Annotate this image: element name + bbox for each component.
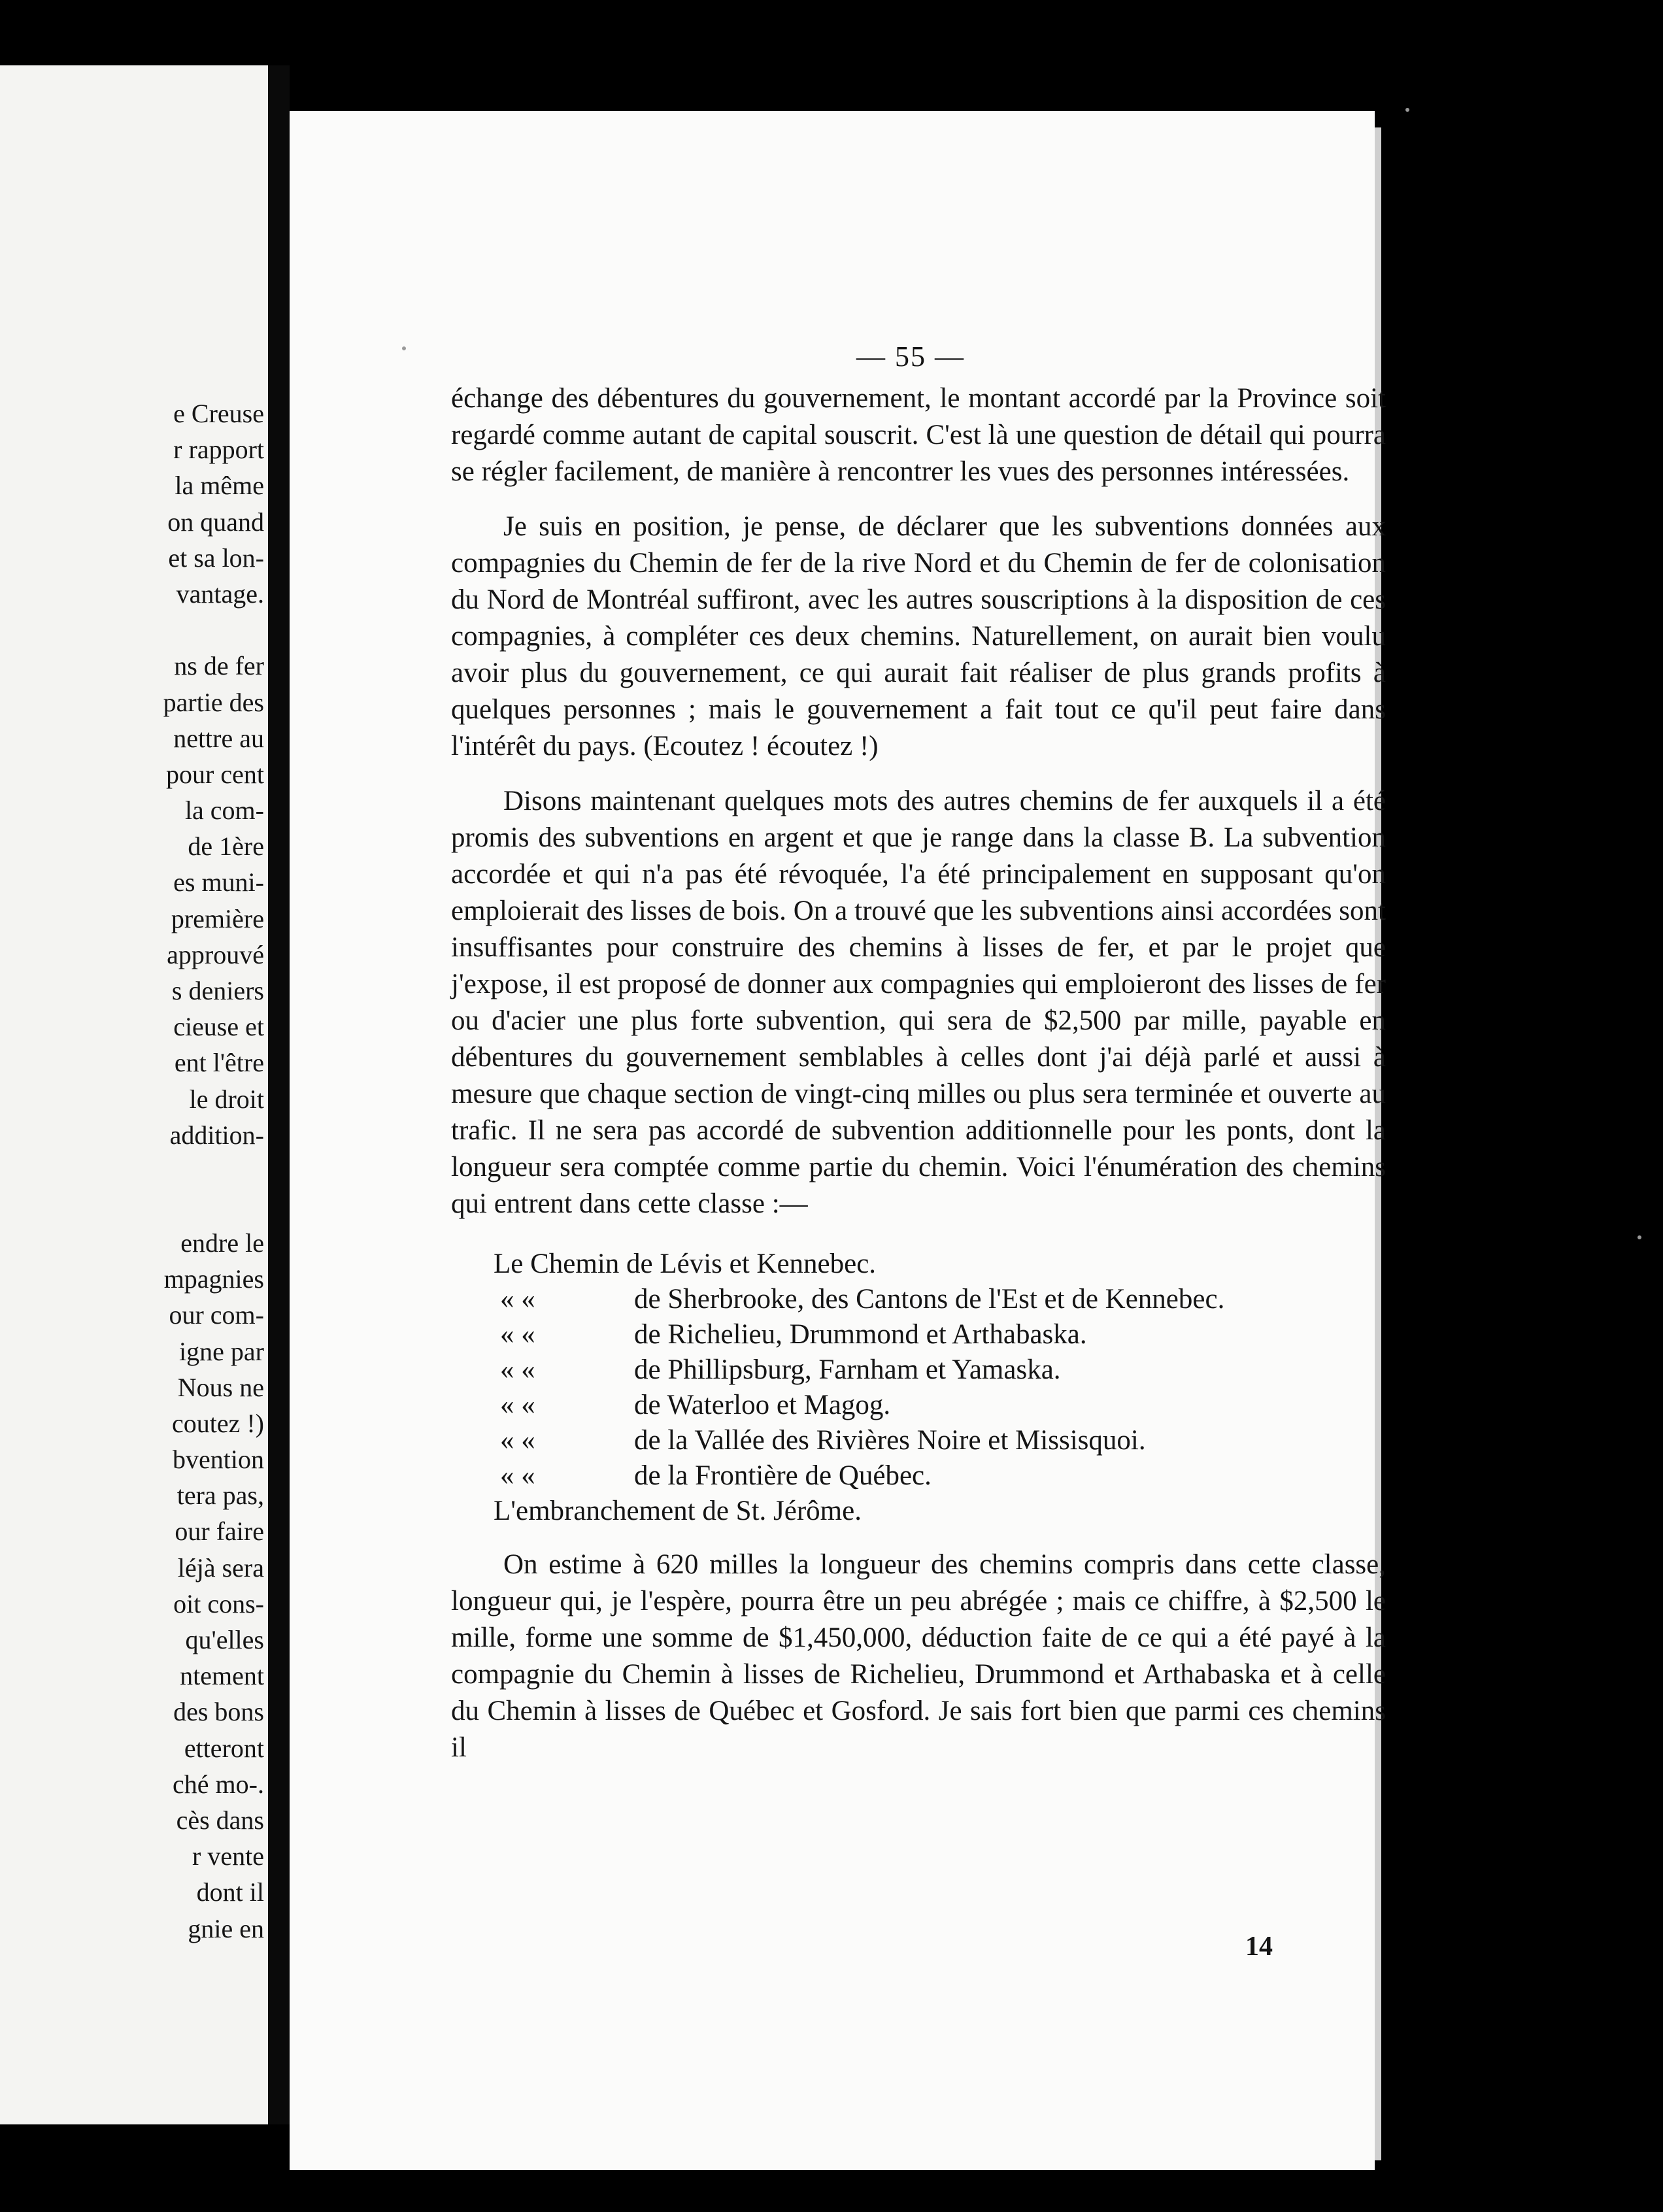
list-item	[451, 1387, 1386, 1422]
paragraph: On estime à 620 milles la longueur des chemins compris dans cette classe, longueur qui, je l'espère, pourra être un peu abrégée ; mais ce chiffre, à $2,500 le mille, forme une somme de $1,450,000, déduction faite de ce qui a été payé à la compagnie du Chemin à lisses de Richelieu, Drummond et Arthabaska et à celle du Chemin à lisses de Québec et Gosford. Je sais fort bien que parmi ces chemins il	[451, 1549, 1386, 1763]
signature-mark: 14	[1245, 1932, 1273, 1962]
left-line: et sa lon-	[168, 543, 264, 573]
paragraph: échange des débentures du gouvernement, le montant accordé par la Province soit regardé comme autant de capital souscrit. C'est là une question de détail qui pourra se régler facilement, de manière à rencontrer les vues des personnes intéressées.	[451, 383, 1386, 487]
left-line: our faire	[175, 1517, 264, 1547]
left-line: on quand	[167, 507, 264, 537]
left-line: Nous ne	[177, 1372, 264, 1402]
left-line: ntement	[180, 1661, 264, 1691]
list-item	[451, 1493, 1386, 1528]
left-line: le droit	[189, 1084, 264, 1114]
left-line: bvention	[173, 1445, 264, 1475]
left-line: cieuse et	[173, 1012, 264, 1042]
list-item-text: de Waterloo et Magog.	[634, 1390, 891, 1420]
left-line: ns de fer	[174, 651, 264, 681]
list-item-text: Le Chemin de Lévis et Kennebec.	[494, 1248, 877, 1279]
left-line: approuvé	[167, 939, 264, 969]
left-line: r vente	[192, 1841, 264, 1871]
left-line: igne par	[179, 1336, 264, 1366]
list-item	[451, 1352, 1386, 1387]
left-line: ent l'être	[174, 1048, 264, 1078]
left-line: es muni-	[173, 867, 264, 897]
left-line: première	[171, 903, 264, 933]
left-line: tera pas,	[176, 1481, 264, 1511]
list-item	[451, 1246, 1386, 1281]
left-line: la même	[175, 471, 264, 501]
list-item-text: de Richelieu, Drummond et Arthabaska.	[634, 1319, 1087, 1350]
paragraph: Disons maintenant quelques mots des autres chemins de fer auxquels il a été promis des subventions en argent et que je range dans la classe B. La subvention accordée et qui n'a pas été révoquée, l'a été principalement en supposant qu'on emploierait des lisses de bois. On a trouvé que les subventions ainsi accordées sont insuffisantes pour construire des chemins à lisses de fer, et par le projet que j'expose, il est proposé de donner aux compagnies qui emploieront des lisses de fer ou d'acier une plus forte subvention, qui sera de $2,500 par mille, payable en débentures du gouvernement semblables à celles dont j'ai déjà parlé et aussi à mesure que chaque section de vingt-cinq milles ou plus sera terminée et ouverte au trafic. Il ne sera pas accordé de subvention additionnelle pour les ponts, dont la longueur sera comptée comme partie du chemin. Voici l'énumération des chemins qui entrent dans cette classe :—	[451, 786, 1386, 1219]
ditto-marks: « «	[500, 1390, 535, 1420]
book-spine	[268, 65, 290, 2124]
left-line: s deniers	[171, 976, 264, 1005]
ditto-marks: « «	[500, 1284, 535, 1315]
left-line: r rapport	[173, 435, 264, 465]
left-line: oit cons-	[173, 1588, 264, 1618]
left-line: etteront	[184, 1733, 264, 1763]
list-item-text: de la Frontière de Québec.	[634, 1460, 932, 1491]
list-item-text: de la Vallée des Rivières Noire et Missisquoi.	[634, 1425, 1146, 1456]
dust-speck	[1405, 108, 1409, 112]
list-item-text: de Phillipsburg, Farnham et Yamaska.	[634, 1354, 1061, 1385]
left-line: de 1ère	[188, 831, 264, 862]
left-line: qu'elles	[185, 1625, 264, 1654]
list-item	[451, 1316, 1386, 1352]
left-line: pour cent	[166, 759, 264, 789]
left-line: endre le	[180, 1228, 264, 1258]
left-line: nettre au	[173, 723, 264, 753]
left-line: coutez !)	[171, 1408, 264, 1438]
left-line-gap	[163, 612, 264, 648]
ditto-marks: « «	[500, 1319, 535, 1350]
left-line: addition-	[169, 1120, 264, 1150]
page-number: — 55 —	[856, 341, 965, 373]
ditto-marks: « «	[500, 1425, 535, 1456]
page-body	[451, 380, 1386, 1766]
left-page	[0, 65, 268, 2124]
left-line-gap	[163, 1153, 264, 1225]
left-line: léjà sera	[177, 1552, 264, 1583]
left-page-text	[163, 395, 264, 1947]
left-line: dont il	[196, 1877, 264, 1907]
list-item	[451, 1281, 1386, 1316]
left-line: ché mo-.	[173, 1769, 264, 1799]
left-line: cès dans	[176, 1805, 264, 1835]
left-line: our com-	[169, 1300, 264, 1330]
paragraph: Je suis en position, je pense, de déclarer que les subventions données aux compagnies du Chemin de fer de la rive Nord et du Chemin de fer de colonisation du Nord de Montréal suffiront, avec les autres souscriptions à la disposition de ces compagnies, à compléter ces deux chemins. Naturellement, on aurait bien voulu avoir plus du gouvernement, ce qui aurait fait réaliser de plus grands profits à quelques personnes ; mais le gouvernement a fait tout ce qu'il peut faire dans l'intérêt du pays. (Ecoutez ! écoutez !)	[451, 511, 1386, 762]
ditto-marks: « «	[500, 1354, 535, 1385]
railway-list	[451, 1246, 1386, 1528]
list-item-text: L'embranchement de St. Jérôme.	[494, 1496, 862, 1526]
left-line: mpagnies	[163, 1264, 264, 1294]
ditto-marks: « «	[500, 1460, 535, 1491]
left-line: des bons	[173, 1697, 264, 1727]
left-line: e Creuse	[173, 399, 264, 428]
list-item	[451, 1422, 1386, 1458]
left-line: partie des	[163, 687, 264, 717]
left-line: gnie en	[188, 1913, 264, 1943]
dust-speck	[1638, 1235, 1641, 1239]
list-item-text: de Sherbrooke, des Cantons de l'Est et de Kennebec.	[634, 1284, 1225, 1315]
left-line: vantage.	[176, 578, 264, 609]
dust-speck	[402, 346, 406, 350]
list-item	[451, 1458, 1386, 1493]
left-line: la com-	[184, 796, 264, 826]
